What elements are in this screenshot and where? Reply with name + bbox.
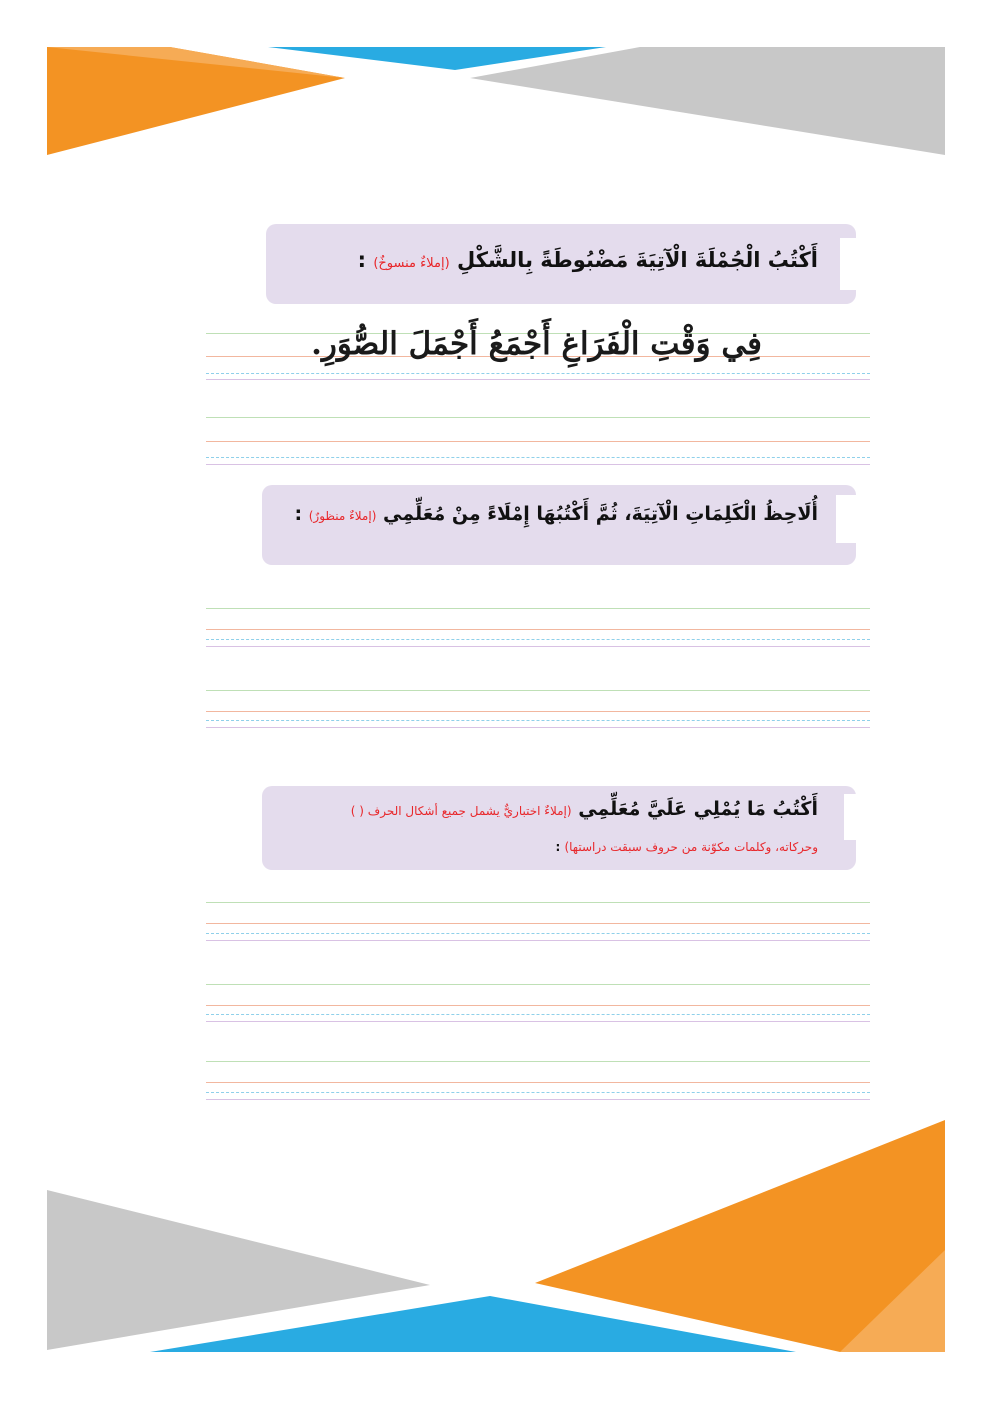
exercise1-instruction-line xyxy=(358,248,818,272)
exercise3-writing-lines xyxy=(206,898,870,1108)
exercise3-note-line2: وحركاته، وكلمات مكوّنة من حروف سبقت دراستها) xyxy=(564,840,818,854)
exercise2-writing-lines xyxy=(206,604,870,734)
exercise3-note-line1: (إملاءٌ اختباريٌّ يشمل جميع أشكال الحرف ( ) xyxy=(350,804,572,818)
exercise3-second-line xyxy=(555,840,818,854)
exercise1-instruction: أَكْتُبُ الْجُمْلَةَ الْآتِيَةَ مَضْبُوطَةً بِالشَّكْلِ xyxy=(456,248,818,272)
banner-tab xyxy=(844,794,858,840)
exercise2-instruction-line xyxy=(295,503,818,525)
exercise2-note: (إملاءٌ منظورٌ) xyxy=(308,509,377,523)
banner-tab xyxy=(840,238,858,290)
exercise3-instruction: أَكْتُبُ مَا يُمْلِي عَلَيَّ مُعَلِّمِي xyxy=(578,798,818,820)
exercise3-instruction-line xyxy=(351,798,818,820)
exercise3-colon: : xyxy=(555,840,561,854)
exercise1-colon: : xyxy=(357,248,367,272)
exercise3-banner xyxy=(262,786,856,870)
model-sentence: فِي وَقْتِ الْفَرَاغِ أَجْمَعُ أَجْمَلَ الصُّوَرِ. xyxy=(311,326,762,362)
banner-tab xyxy=(836,495,858,543)
exercise2-banner xyxy=(262,485,856,565)
top-gray-shape xyxy=(470,47,945,155)
exercise2-colon: : xyxy=(294,503,303,525)
top-orange-shape xyxy=(47,47,345,155)
exercise2-instruction: أُلَاحِظُ الْكَلِمَاتِ الْآتِيَةَ، ثُمَّ أَكْتُبُهَا إِمْلَاءً مِنْ مُعَلِّمِي xyxy=(383,503,818,525)
exercise1-banner xyxy=(266,224,856,304)
exercise1-note: (إملاءٌ منسوخٌ) xyxy=(373,256,450,271)
